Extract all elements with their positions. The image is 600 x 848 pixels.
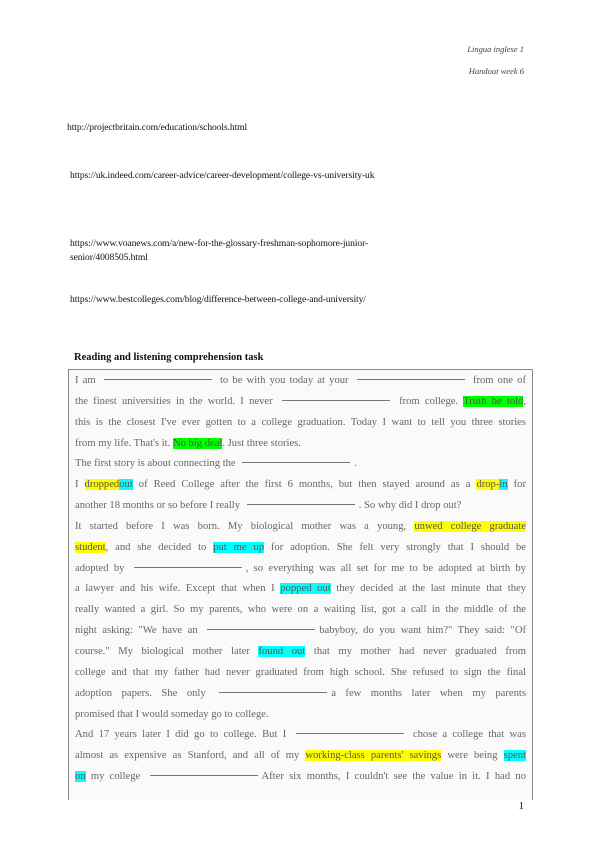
highlighted-phrase-cyan: out [119,479,133,491]
task-title: Reading and listening comprehension task [74,352,264,363]
highlighted-phrase-cyan: on [75,771,86,783]
line-text: promised that I would someday go to college. [75,708,269,720]
link-voanews[interactable]: https://www.voanews.com/a/new-for-the-glossary-freshman-sophomore-junior- [70,238,369,249]
line-text: this is the closest I've ever gotten to a college graduation. Today I want to tell you three stories [75,416,526,428]
line-text: . So why did I drop out? [358,500,462,512]
text-line [75,746,526,767]
line-text: night asking: "We have an [75,625,204,637]
text-line [75,767,526,788]
line-text: And 17 years later I did go to college. But I [75,729,292,741]
line-text: for [507,479,526,491]
line-text: they decided at the last minute that they [330,583,527,595]
line-text: my college [85,771,146,783]
line-text: course." My biological mother later [75,645,259,657]
line-text: The first story is about connecting the [75,458,239,470]
text-line [75,475,526,496]
line-text: from college. [393,395,464,407]
text-line [75,621,526,642]
text-line [75,642,526,663]
text-lines [75,371,526,788]
line-text: , so everything was all set for me to be adopted at birth by [245,562,526,574]
fill-in-blank [134,567,242,568]
highlighted-phrase-cyan: found out [258,645,306,657]
text-line [75,413,526,434]
highlighted-phrase-cyan: spent [503,750,526,762]
highlighted-phrase-green: Truth be told [463,395,524,407]
text-line [75,600,526,621]
highlighted-phrase-yellow: unwed college graduate [414,520,526,532]
highlighted-phrase-cyan: in [499,479,508,491]
text-line [75,434,526,455]
line-text: that my mother had never graduated from [305,645,526,657]
page-number: 1 [518,800,524,812]
line-text: babyboy, do you want him?" They said: "Of [319,625,527,637]
link-voanews-cont[interactable]: senior/4008505.html [70,252,148,263]
fill-in-blank [242,462,350,463]
line-text: After six months, I couldn't see the value in it. I had no [261,771,526,783]
line-text: for adoption. She felt very strongly that I should be [264,541,526,553]
highlighted-phrase-green: No big deal [172,437,223,449]
text-line [75,371,526,392]
text-line [75,705,526,726]
highlighted-phrase-cyan: popped out [280,583,331,595]
text-line [75,454,526,475]
line-text: from my life. That's it. [75,437,173,449]
link-projectbritain[interactable]: http://projectbritain.com/education/schools.html [67,122,248,133]
line-text: to be with you today at your [215,375,353,386]
fill-in-blank [104,379,212,380]
text-line [75,517,526,538]
line-text: , and she decided to [105,541,214,553]
line-text: I am [75,375,100,386]
fill-in-blank [282,400,390,401]
link-bestcolleges[interactable]: https://www.bestcolleges.com/blog/difference-between-college-and-university/ [70,294,366,305]
text-line [75,392,526,413]
highlighted-phrase-yellow: dropped [84,479,120,491]
line-text: another 18 months or so before I really [75,500,243,512]
line-text: really wanted a girl. So my parents, who were on a waiting list, got a call in the middle of the [75,604,526,616]
text-line [75,538,526,559]
line-text: , [523,395,526,407]
line-text: the finest universities in the world. I never [75,395,278,407]
header-handout: Handout week 6 [468,66,524,76]
text-line [75,559,526,580]
highlighted-phrase-yellow: drop- [476,479,500,491]
fill-in-blank [247,504,355,505]
line-text: from one of [468,375,526,386]
text-line [75,725,526,746]
line-text: adoption papers. She only [75,687,216,699]
text-line [75,579,526,600]
text-line [75,496,526,517]
line-text: college and that my father had never graduated from high school. She refused to sign the final [75,666,526,678]
line-text: . Just three stories. [222,437,301,449]
line-text: It started before I was born. My biological mother was a young, [75,520,415,532]
line-text: a lawyer and his wife. Except that when I [75,583,281,595]
fill-in-blank [207,629,315,630]
line-text: were being [441,750,504,762]
fill-in-blank [219,692,327,693]
highlighted-phrase-cyan: put me up [213,541,265,553]
fill-in-blank [150,775,258,776]
text-line [75,684,526,705]
line-text: a few months later when my parents [331,687,526,699]
fill-in-blank [357,379,465,380]
text-line [75,663,526,684]
highlighted-phrase-yellow: student [75,541,106,553]
fill-in-blank [296,733,404,734]
line-text: adopted by [75,562,130,574]
highlighted-phrase-yellow: working-class parents' savings [305,750,442,762]
line-text: of Reed College after the first 6 months, but then stayed around as a [132,479,477,491]
line-text: chose a college that was [407,729,527,741]
link-indeed[interactable]: https://uk.indeed.com/career-advice/career-development/college-vs-university-uk [70,170,375,181]
line-text: . [354,458,357,470]
line-text: I [75,479,85,491]
header-course: Lingua inglese 1 [467,44,524,54]
line-text: almost as expensive as Stanford, and all of my [75,750,306,762]
comprehension-text-box [68,369,533,800]
